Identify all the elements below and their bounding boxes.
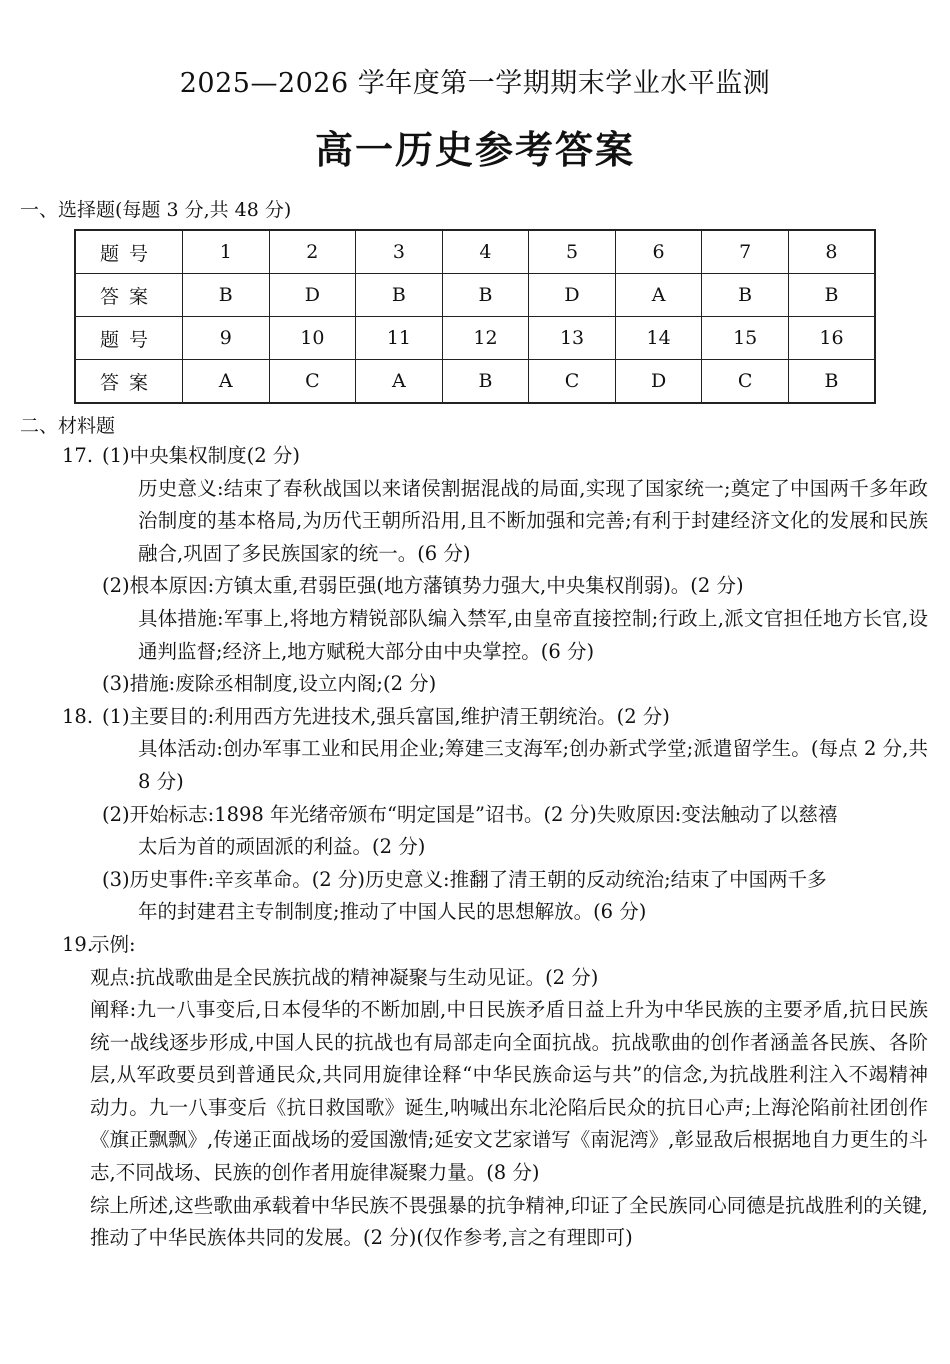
q19-example-label: 示例: bbox=[90, 932, 136, 956]
q18-part1 bbox=[0, 701, 950, 734]
table-row bbox=[75, 317, 875, 360]
table-cell: 5 bbox=[529, 230, 616, 274]
table-cell: D bbox=[529, 274, 616, 317]
question-number: 17. bbox=[62, 444, 94, 467]
table-cell: 16 bbox=[788, 317, 875, 360]
table-cell: 11 bbox=[356, 317, 443, 360]
table-cell: A bbox=[183, 360, 270, 404]
question-number: 19. bbox=[62, 932, 94, 956]
table-cell: 6 bbox=[615, 230, 702, 274]
exam-title: 2025—2026 学年度第一学期期末学业水平监测 bbox=[179, 68, 771, 99]
q18-part3-cont: 年的封建君主专制制度;推动了中国人民的思想解放。(6 分) bbox=[138, 900, 647, 924]
page-title: 高一历史参考答案 bbox=[314, 128, 635, 172]
q17-part1-text: (1)中央集权制度(2 分) bbox=[102, 444, 300, 467]
table-cell: B bbox=[356, 274, 443, 317]
question-number: 18. bbox=[62, 704, 94, 728]
table-cell: B bbox=[442, 274, 529, 317]
section-heading-material: 二、材料题 bbox=[20, 415, 116, 437]
table-row bbox=[75, 274, 875, 317]
table-cell: B bbox=[702, 274, 789, 317]
table-cell: 14 bbox=[615, 317, 702, 360]
row-label-answer: 答案 bbox=[75, 274, 183, 317]
table-cell: 13 bbox=[529, 317, 616, 360]
answer-table bbox=[74, 229, 876, 404]
q19-viewpoint: 观点:抗战歌曲是全民族抗战的精神凝聚与生动见证。(2 分) bbox=[90, 965, 599, 989]
table-cell: 3 bbox=[356, 230, 443, 274]
table-cell: 12 bbox=[442, 317, 529, 360]
table-cell: A bbox=[615, 274, 702, 317]
q18-part2: (2)开始标志:1898 年光绪帝颁布“明定国是”诏书。(2 分)失败原因:变法触动了以慈禧 bbox=[102, 802, 838, 826]
table-cell: B bbox=[183, 274, 270, 317]
table-cell: 2 bbox=[269, 230, 356, 274]
row-label-number: 题号 bbox=[75, 317, 183, 360]
table-cell: C bbox=[702, 360, 789, 404]
row-label-answer: 答案 bbox=[75, 360, 183, 404]
q17-part1-detail: 历史意义:结束了春秋战国以来诸侯割据混战的局面,实现了国家统一;奠定了中国两千多年政治制度的基本格局,为历代王朝所沿用,且不断加强和完善;有利于封建经济文化的发展和民族融合,巩固了多民族国家的统一。(6 分) bbox=[138, 476, 928, 565]
q18-part1-text: (1)主要目的:利用西方先进技术,强兵富国,维护清王朝统治。(2 分) bbox=[102, 704, 670, 728]
q17-part1 bbox=[0, 440, 950, 473]
q17-part3: (3)措施:废除丞相制度,设立内阁;(2 分) bbox=[102, 672, 437, 696]
q19-summary: 综上所述,这些歌曲承载着中华民族不畏强暴的抗争精神,印证了全民族同心同德是抗战胜利的关键,推动了中华民族体共同的发展。(2 分)(仅作参考,言之有理即可) bbox=[90, 1193, 928, 1250]
table-cell: 1 bbox=[183, 230, 270, 274]
table-cell: 8 bbox=[788, 230, 875, 274]
q18-part2-cont: 太后为首的顽固派的利益。(2 分) bbox=[138, 835, 426, 859]
table-cell: B bbox=[442, 360, 529, 404]
q18-part1-detail: 具体活动:创办军事工业和民用企业;筹建三支海军;创办新式学堂;派遣留学生。(每点 2 分,共 8 分) bbox=[138, 737, 928, 793]
row-label-number: 题号 bbox=[75, 230, 183, 274]
q17-part2: (2)根本原因:方镇太重,君弱臣强(地方藩镇势力强大,中央集权削弱)。(2 分) bbox=[102, 574, 744, 598]
q19-elaboration: 阐释:九一八事变后,日本侵华的不断加剧,中日民族矛盾日益上升为中华民族的主要矛盾,抗日民族统一战线逐步形成,中国人民的抗战也有局部走向全面抗战。抗战歌曲的创作者涵盖各民族、各阶层,从军政要员到普通民众,共同用旋律诠释“中华民族命运与共”的信念,为抗战胜利注入不竭精神动力。九一八事变后《抗日救国歌》诞生,呐喊出东北沦陷后民众的抗日心声;上海沦陷前社团创作《旗正飘飘》,传递正面战场的爱国激情;延安文艺家谱写《南泥湾》,彰显敌后根据地自力更生的斗志,不同战场、民族的创作者用旋律凝聚力量。(8 分) bbox=[90, 998, 928, 1185]
section-heading-choice: 一、选择题(每题 3 分,共 48 分) bbox=[20, 199, 292, 221]
table-cell: 4 bbox=[442, 230, 529, 274]
material-answers bbox=[0, 440, 950, 1255]
table-cell: C bbox=[269, 360, 356, 404]
table-cell: B bbox=[788, 274, 875, 317]
q18-part3: (3)历史事件:辛亥革命。(2 分)历史意义:推翻了清王朝的反动统治;结束了中国两千多 bbox=[102, 867, 827, 891]
table-cell: C bbox=[529, 360, 616, 404]
table-cell: D bbox=[615, 360, 702, 404]
table-cell: B bbox=[788, 360, 875, 404]
table-cell: 10 bbox=[269, 317, 356, 360]
table-row bbox=[75, 360, 875, 404]
table-row bbox=[75, 230, 875, 274]
table-cell: 9 bbox=[183, 317, 270, 360]
q17-part2-detail: 具体措施:军事上,将地方精锐部队编入禁军,由皇帝直接控制;行政上,派文官担任地方长官,设通判监督;经济上,地方赋税大部分由中央掌控。(6 分) bbox=[138, 606, 928, 663]
table-cell: 7 bbox=[702, 230, 789, 274]
table-cell: 15 bbox=[702, 317, 789, 360]
table-cell: A bbox=[356, 360, 443, 404]
q19-example bbox=[0, 929, 950, 962]
table-cell: D bbox=[269, 274, 356, 317]
